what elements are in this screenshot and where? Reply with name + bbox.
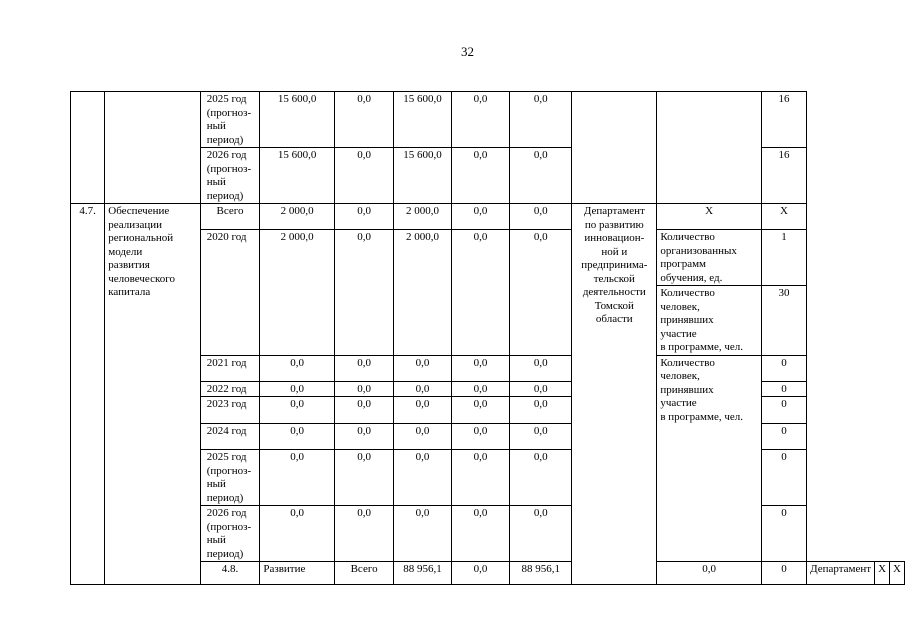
cell-other: 0,0 bbox=[510, 424, 572, 450]
cell-federal: 0,0 bbox=[451, 562, 509, 585]
cell-other: 0,0 bbox=[510, 92, 572, 148]
cell-target: 16 bbox=[761, 92, 806, 148]
cell-name: Обеспечение реализации региональной модели развития человеческого капитала bbox=[105, 204, 200, 585]
cell-period: 2021 год bbox=[200, 355, 260, 381]
cell-federal: 0,0 bbox=[334, 148, 393, 204]
cell-target: 0 bbox=[761, 355, 806, 381]
cell-other: 0,0 bbox=[510, 355, 572, 381]
cell-other: 0,0 bbox=[510, 230, 572, 356]
cell-regional: 0,0 bbox=[394, 424, 451, 450]
cell-other: 0,0 bbox=[510, 506, 572, 562]
cell-target: 0 bbox=[761, 450, 806, 506]
table-row bbox=[71, 204, 905, 230]
cell-indicator bbox=[657, 92, 762, 204]
cell-target: 1 bbox=[761, 230, 806, 286]
cell-federal: 0,0 bbox=[334, 355, 393, 381]
cell-target: 0 bbox=[761, 397, 806, 424]
cell-federal: 0,0 bbox=[334, 204, 393, 230]
cell-name: Развитие bbox=[260, 562, 334, 585]
cell-executor: Департамент bbox=[807, 562, 875, 585]
cell-period: 2023 год bbox=[200, 397, 260, 424]
cell-name bbox=[105, 92, 200, 204]
cell-period: Всего bbox=[200, 204, 260, 230]
cell-total: 15 600,0 bbox=[260, 148, 334, 204]
cell-total: 0,0 bbox=[260, 424, 334, 450]
cell-indicator: Количество человек, принявших участие в программе, чел. bbox=[657, 355, 762, 562]
cell-local: 0,0 bbox=[451, 450, 509, 506]
cell-regional: 0,0 bbox=[394, 450, 451, 506]
cell-indicator: Количество человек, принявших участие в программе, чел. bbox=[657, 286, 762, 356]
cell-other: 0,0 bbox=[510, 450, 572, 506]
cell-total: 2 000,0 bbox=[260, 230, 334, 356]
cell-federal: 0,0 bbox=[334, 450, 393, 506]
cell-regional: 88 956,1 bbox=[510, 562, 572, 585]
cell-federal: 0,0 bbox=[334, 381, 393, 397]
cell-other: 0,0 bbox=[510, 204, 572, 230]
cell-target: 16 bbox=[761, 148, 806, 204]
cell-local: 0,0 bbox=[451, 92, 509, 148]
cell-period: 2025 год (прогноз- ный период) bbox=[200, 92, 260, 148]
cell-regional: 15 600,0 bbox=[394, 148, 451, 204]
cell-federal: 0,0 bbox=[334, 230, 393, 356]
cell-target: 30 bbox=[761, 286, 806, 356]
cell-local: 0,0 bbox=[451, 506, 509, 562]
cell-federal: 0,0 bbox=[334, 424, 393, 450]
cell-indicator: Х bbox=[657, 204, 762, 230]
cell-other: 0 bbox=[761, 562, 806, 585]
cell-regional: 0,0 bbox=[394, 397, 451, 424]
cell-regional: 2 000,0 bbox=[394, 204, 451, 230]
cell-period: Всего bbox=[334, 562, 393, 585]
cell-period: 2026 год (прогноз- ный период) bbox=[200, 506, 260, 562]
cell-number bbox=[71, 92, 105, 204]
cell-number: 4.8. bbox=[200, 562, 260, 585]
cell-executor: Департамент по развитию инновацион- ной и предпринима- тельской деятельности Томской области bbox=[572, 204, 657, 585]
cell-other: 0,0 bbox=[510, 148, 572, 204]
cell-local: 0,0 bbox=[451, 148, 509, 204]
cell-target: Х bbox=[761, 204, 806, 230]
cell-total: 0,0 bbox=[260, 355, 334, 381]
cell-indicator: Количество организованных программ обучения, ед. bbox=[657, 230, 762, 286]
cell-other: 0,0 bbox=[510, 397, 572, 424]
table-row bbox=[71, 92, 905, 148]
cell-target: 0 bbox=[761, 381, 806, 397]
cell-other: 0,0 bbox=[510, 381, 572, 397]
cell-period: 2024 год bbox=[200, 424, 260, 450]
cell-regional: 15 600,0 bbox=[394, 92, 451, 148]
cell-local: 0,0 bbox=[451, 355, 509, 381]
cell-period: 2020 год bbox=[200, 230, 260, 356]
cell-local: 0,0 bbox=[451, 381, 509, 397]
cell-federal: 0,0 bbox=[334, 92, 393, 148]
cell-local: 0,0 bbox=[451, 230, 509, 356]
cell-total: 0,0 bbox=[260, 397, 334, 424]
cell-period: 2025 год (прогноз- ный период) bbox=[200, 450, 260, 506]
cell-indicator: Х bbox=[875, 562, 890, 585]
page-number: 32 bbox=[461, 44, 474, 59]
cell-total: 2 000,0 bbox=[260, 204, 334, 230]
cell-period: 2026 год (прогноз- ный период) bbox=[200, 148, 260, 204]
cell-total: 88 956,1 bbox=[394, 562, 451, 585]
cell-local: 0,0 bbox=[451, 397, 509, 424]
cell-regional: 2 000,0 bbox=[394, 230, 451, 356]
cell-total: 15 600,0 bbox=[260, 92, 334, 148]
cell-federal: 0,0 bbox=[334, 397, 393, 424]
cell-regional: 0,0 bbox=[394, 506, 451, 562]
cell-federal: 0,0 bbox=[334, 506, 393, 562]
cell-target: 0 bbox=[761, 506, 806, 562]
cell-period: 2022 год bbox=[200, 381, 260, 397]
cell-regional: 0,0 bbox=[394, 381, 451, 397]
cell-number: 4.7. bbox=[71, 204, 105, 585]
cell-target: Х bbox=[890, 562, 905, 585]
cell-executor bbox=[572, 92, 657, 204]
cell-local: 0,0 bbox=[657, 562, 762, 585]
cell-target: 0 bbox=[761, 424, 806, 450]
cell-local: 0,0 bbox=[451, 204, 509, 230]
program-table bbox=[70, 91, 905, 585]
cell-total: 0,0 bbox=[260, 450, 334, 506]
cell-total: 0,0 bbox=[260, 381, 334, 397]
cell-total: 0,0 bbox=[260, 506, 334, 562]
cell-local: 0,0 bbox=[451, 424, 509, 450]
cell-regional: 0,0 bbox=[394, 355, 451, 381]
